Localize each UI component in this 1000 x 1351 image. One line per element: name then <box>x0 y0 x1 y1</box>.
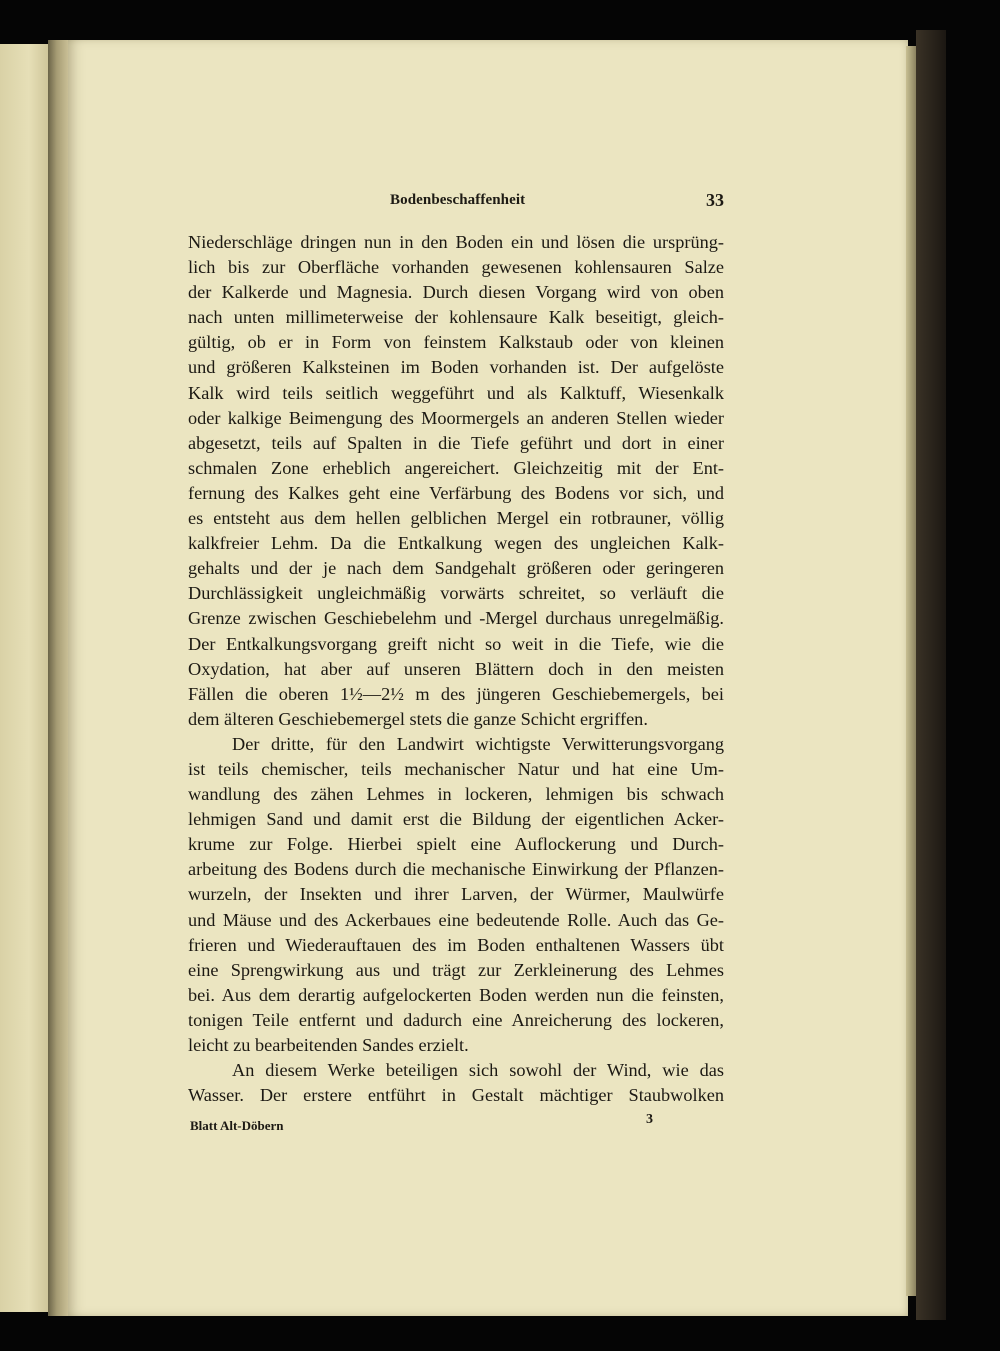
text-line: nach unten millimeterweise der kohlensaure Kalk beseitigt, gleich- <box>188 307 724 328</box>
text-line: schmalen Zone erheblich angereichert. Gleichzeitig mit der Ent- <box>188 457 724 478</box>
text-line: Niederschläge dringen nun in den Boden ein und lösen die ursprüng- <box>188 232 724 252</box>
text-line: gültig, ob er in Form von feinstem Kalkstaub oder von kleinen <box>188 332 724 353</box>
text-line: bei. Aus dem derartig aufgelockerten Boden werden nun die feinsten, <box>188 984 724 1005</box>
text-line: eine Sprengwirkung aus und trägt zur Zerkleinerung des Lehmes <box>188 959 724 980</box>
sheet-number: 3 <box>646 1112 653 1127</box>
book-gutter <box>48 40 70 1316</box>
text-line: Wasser. Der erstere entführt in Gestalt mächtiger Staubwolken <box>188 1085 724 1106</box>
text-line: Der Entkalkungsvorgang greift nicht so weit in die Tiefe, wie die <box>188 633 724 654</box>
running-title: Bodenbeschaffenheit <box>390 192 526 208</box>
text-line: An diesem Werke beteiligen sich sowohl der Wind, wie das <box>232 1060 724 1081</box>
text-line: lich bis zur Oberfläche vorhanden gewesenen kohlensauren Salze <box>188 257 724 278</box>
text-line: leicht zu bearbeitenden Sandes erzielt. <box>188 1035 469 1055</box>
text-line: lehmigen Sand und damit erst die Bildung der eigentlichen Acker- <box>188 809 724 830</box>
text-line: oder kalkige Beimengung des Moormergels an anderen Stellen wieder <box>188 407 724 428</box>
text-line: wandlung des zähen Lehmes in lockeren, lehmigen bis schwach <box>188 784 724 805</box>
text-line: kalkfreier Lehm. Da die Entkalkung wegen des ungleichen Kalk- <box>188 533 724 554</box>
text-line: tonigen Teile entfernt und dadurch eine Anreicherung des lockeren, <box>188 1009 724 1030</box>
text-line: dem älteren Geschiebemergel stets die ganze Schicht ergriffen. <box>188 708 648 729</box>
page-number: 33 <box>706 190 724 210</box>
text-line: und größeren Kalksteinen im Boden vorhanden ist. Der aufgelöste <box>188 357 724 378</box>
book-cover-edge <box>916 30 946 1320</box>
text-line: frieren und Wiederauftauen des im Boden enthaltenen Wassers übt <box>188 934 724 955</box>
text-line: und Mäuse und des Ackerbaues eine bedeutende Rolle. Auch das Ge- <box>188 909 724 930</box>
left-page-edge <box>0 44 48 1312</box>
page-stack-edge <box>906 46 916 1296</box>
text-line: Durchlässigkeit ungleichmäßig vorwärts schreitet, so verläuft die <box>188 583 724 604</box>
text-line: ist teils chemischer, teils mechanischer Natur und hat eine Um- <box>188 758 724 779</box>
text-line: gehalts und der je nach dem Sandgehalt größeren oder geringeren <box>188 558 724 579</box>
sheet-signature: Blatt Alt-Döbern <box>190 1118 284 1133</box>
text-line: krume zur Folge. Hierbei spielt eine Auflockerung und Durch- <box>188 834 724 855</box>
text-line: wurzeln, der Insekten und ihrer Larven, der Würmer, Maulwürfe <box>188 884 724 905</box>
text-line: es entsteht aus dem hellen gelblichen Mergel ein rotbrauner, völlig <box>188 508 724 529</box>
text-line: fernung des Kalkes geht eine Verfärbung des Bodens vor sich, und <box>188 482 724 503</box>
text-line: arbeitung des Bodens durch die mechanische Einwirkung der Pflanzen- <box>188 859 724 880</box>
text-line: abgesetzt, teils auf Spalten in die Tiefe geführt und dort in einer <box>188 432 724 453</box>
text-line: Kalk wird teils seitlich weggeführt und als Kalktuff, Wiesenkalk <box>188 382 724 403</box>
body-text <box>188 230 724 1108</box>
text-line: Oxydation, hat aber auf unseren Blättern doch in den meisten <box>188 658 724 679</box>
text-line: der Kalkerde und Magnesia. Durch diesen Vorgang wird von oben <box>188 282 724 303</box>
text-line: Der dritte, für den Landwirt wichtigste Verwitterungsvorgang <box>232 733 724 754</box>
text-line: Grenze zwischen Geschiebelehm und -Mergel durchaus unregelmäßig. <box>188 608 724 629</box>
running-head <box>320 192 724 214</box>
text-line: Fällen die oberen 1½—2½ m des jüngeren Geschiebemergels, bei <box>188 683 724 704</box>
